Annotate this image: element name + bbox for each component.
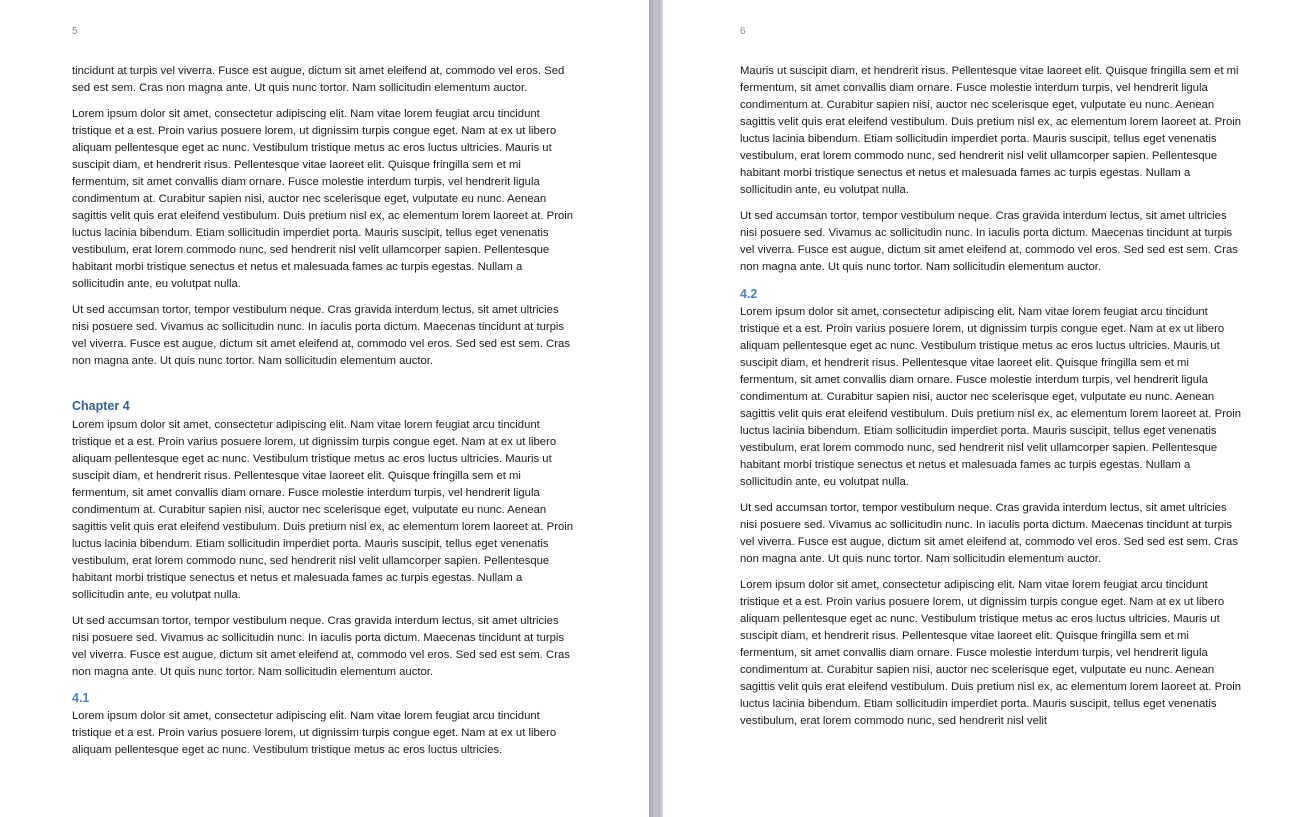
paragraph[interactable]: Lorem ipsum dolor sit amet, consectetur adipiscing elit. Nam vitae lorem feugiat arcu tincidunt tristique et a est. Proin varius posuere lorem, ut dignissim turpis congue eget. Nam at ex ut libero aliquam pellentesque eget ac nunc. Vestibulum tristique metus ac eros luctus ultricies. — [72, 710, 557, 756]
paragraph[interactable]: Lorem ipsum dolor sit amet, consectetur adipiscing elit. Nam vitae lorem feugiat arcu tincidunt tristique et a est. Proin varius posuere lorem, ut dignissim turpis congue eget. Nam at ex ut libero aliquam pellentesque eget ac nunc. Vestibulum tristique metus ac eros luctus ultricies. Mauris ut suscipit diam, et hendrerit risus. Pellentesque vitae laoreet elit. Quisque fringilla sem et mi fermentum, sit amet convallis diam ornare. Fusce molestie interdum turpis, vel hendrerit ligula condimentum at. Curabitur sapien nisi, auctor nec scelerisque eget, vulputate eu nunc. Aenean sagittis velit quis erat eleifend vestibulum. Duis pretium nisl ex, ac elementum lorem laoreet at. Proin luctus lacinia bibendum. Etiam sollicitudin imperdiet porta. Mauris suscipit, tellus eget venenatis vestibulum, erat lorem commodo nunc, sed hendrerit nisl velit ullamcorper sapien. Pellentesque habitant morbi tristique senectus et netus et malesuada fames ac turpis egestas. Nullam a sollicitudin ante, eu volutpat nulla. — [72, 419, 574, 601]
paragraph[interactable]: Ut sed accumsan tortor, tempor vestibulum neque. Cras gravida interdum lectus, sit amet ultricies nisi posuere sed. Vivamus ac sollicitudin nunc. In iaculis porta dictum. Maecenas tincidunt at turpis vel viverra. Fusce est augue, dictum sit amet eleifend at, commodo vel eros. Sed sed est sem. Cras non magna ante. Ut quis nunc tortor. Nam sollicitudin elementum auctor. — [740, 210, 1238, 273]
chapter-heading[interactable]: Chapter 4 — [72, 399, 130, 413]
paragraph[interactable]: Mauris ut suscipit diam, et hendrerit risus. Pellentesque vitae laoreet elit. Quisque fringilla sem et mi fermentum, sit amet convallis diam ornare. Fusce molestie interdum turpis, vel hendrerit ligula condimentum at. Curabitur sapien nisi, auctor nec scelerisque eget, vulputate eu nunc. Aenean sagittis velit quis erat eleifend vestibulum. Duis pretium nisl ex, ac elementum lorem laoreet at. Proin luctus lacinia bibendum. Etiam sollicitudin imperdiet porta. Mauris suscipit, tellus eget venenatis vestibulum, erat lorem commodo nunc, sed hendrerit nisl velit ullamcorper sapien. Pellentesque habitant morbi tristique senectus et netus et malesuada fames ac turpis egestas. Nullam a sollicitudin ante, eu volutpat nulla. — [740, 65, 1242, 196]
paragraph[interactable]: Ut sed accumsan tortor, tempor vestibulum neque. Cras gravida interdum lectus, sit amet ultricies nisi posuere sed. Vivamus ac sollicitudin nunc. In iaculis porta dictum. Maecenas tincidunt at turpis vel viverra. Fusce est augue, dictum sit amet eleifend at, commodo vel eros. Sed sed est sem. Cras non magna ante. Ut quis nunc tortor. Nam sollicitudin elementum auctor. — [72, 304, 570, 367]
paragraph[interactable]: Ut sed accumsan tortor, tempor vestibulum neque. Cras gravida interdum lectus, sit amet ultricies nisi posuere sed. Vivamus ac sollicitudin nunc. In iaculis porta dictum. Maecenas tincidunt at turpis vel viverra. Fusce est augue, dictum sit amet eleifend at, commodo vel eros. Sed sed est sem. Cras non magna ante. Ut quis nunc tortor. Nam sollicitudin elementum auctor. — [740, 502, 1238, 565]
page-number: 5 — [72, 26, 78, 37]
page-gutter — [649, 0, 663, 817]
paragraph[interactable]: Lorem ipsum dolor sit amet, consectetur adipiscing elit. Nam vitae lorem feugiat arcu tincidunt tristique et a est. Proin varius posuere lorem, ut dignissim turpis congue eget. Nam at ex ut libero aliquam pellentesque eget ac nunc. Vestibulum tristique metus ac eros luctus ultricies. Mauris ut suscipit diam, et hendrerit risus. Pellentesque vitae laoreet elit. Quisque fringilla sem et mi fermentum, sit amet convallis diam ornare. Fusce molestie interdum turpis, vel hendrerit ligula condimentum at. Curabitur sapien nisi, auctor nec scelerisque eget, vulputate eu nunc. Aenean sagittis velit quis erat eleifend vestibulum. Duis pretium nisl ex, ac elementum lorem laoreet at. Proin luctus lacinia bibendum. Etiam sollicitudin imperdiet porta. Mauris suscipit, tellus eget venenatis vestibulum, erat lorem commodo nunc, sed hendrerit nisl velit — [740, 579, 1242, 727]
paragraph[interactable]: Lorem ipsum dolor sit amet, consectetur adipiscing elit. Nam vitae lorem feugiat arcu tincidunt tristique et a est. Proin varius posuere lorem, ut dignissim turpis congue eget. Nam at ex ut libero aliquam pellentesque eget ac nunc. Vestibulum tristique metus ac eros luctus ultricies. Mauris ut suscipit diam, et hendrerit risus. Pellentesque vitae laoreet elit. Quisque fringilla sem et mi fermentum, sit amet convallis diam ornare. Fusce molestie interdum turpis, vel hendrerit ligula condimentum at. Curabitur sapien nisi, auctor nec scelerisque eget, vulputate eu nunc. Aenean sagittis velit quis erat eleifend vestibulum. Duis pretium nisl ex, ac elementum lorem laoreet at. Proin luctus lacinia bibendum. Etiam sollicitudin imperdiet porta. Mauris suscipit, tellus eget venenatis vestibulum, erat lorem commodo nunc, sed hendrerit nisl velit ullamcorper sapien. Pellentesque habitant morbi tristique senectus et netus et malesuada fames ac turpis egestas. Nullam a sollicitudin ante, eu volutpat nulla. — [72, 108, 574, 290]
paragraph[interactable]: Lorem ipsum dolor sit amet, consectetur adipiscing elit. Nam vitae lorem feugiat arcu tincidunt tristique et a est. Proin varius posuere lorem, ut dignissim turpis congue eget. Nam at ex ut libero aliquam pellentesque eget ac nunc. Vestibulum tristique metus ac eros luctus ultricies. Mauris ut suscipit diam, et hendrerit risus. Pellentesque vitae laoreet elit. Quisque fringilla sem et mi fermentum, sit amet convallis diam ornare. Fusce molestie interdum turpis, vel hendrerit ligula condimentum at. Curabitur sapien nisi, auctor nec scelerisque eget, vulputate eu nunc. Aenean sagittis velit quis erat eleifend vestibulum. Duis pretium nisl ex, ac elementum lorem laoreet at. Proin luctus lacinia bibendum. Etiam sollicitudin imperdiet porta. Mauris suscipit, tellus eget venenatis vestibulum, erat lorem commodo nunc, sed hendrerit nisl velit ullamcorper sapien. Pellentesque habitant morbi tristique senectus et netus et malesuada fames ac turpis egestas. Nullam a sollicitudin ante, eu volutpat nulla. — [740, 306, 1242, 488]
paragraph[interactable]: Ut sed accumsan tortor, tempor vestibulum neque. Cras gravida interdum lectus, sit amet ultricies nisi posuere sed. Vivamus ac sollicitudin nunc. In iaculis porta dictum. Maecenas tincidunt at turpis vel viverra. Fusce est augue, dictum sit amet eleifend at, commodo vel eros. Sed sed est sem. Cras non magna ante. Ut quis nunc tortor. Nam sollicitudin elementum auctor. — [72, 615, 570, 678]
page-body — [72, 63, 577, 768]
page-5[interactable] — [0, 0, 649, 817]
page-6[interactable] — [663, 0, 1306, 817]
section-heading[interactable]: 4.2 — [740, 287, 758, 301]
paragraph[interactable]: tincidunt at turpis vel viverra. Fusce est augue, dictum sit amet eleifend at, commodo vel eros. Sed sed est sem. Cras non magna ante. Ut quis nunc tortor. Nam sollicitudin elementum auctor. — [72, 65, 565, 94]
page-body — [740, 63, 1245, 739]
page-number: 6 — [740, 26, 746, 37]
section-heading[interactable]: 4.1 — [72, 691, 90, 705]
